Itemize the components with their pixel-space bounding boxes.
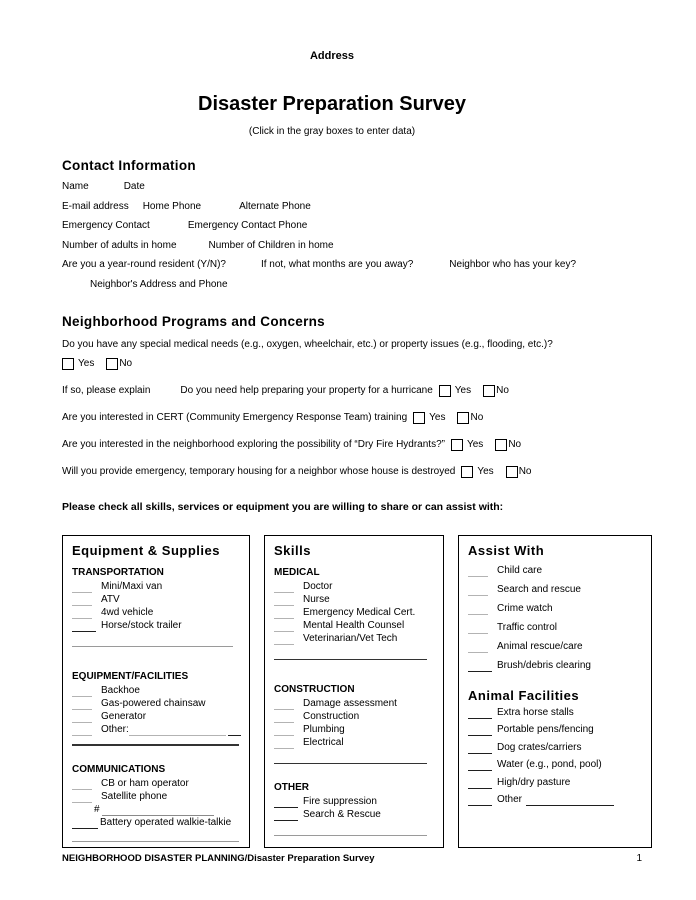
contact-row-residency (62, 259, 652, 270)
item-label: Child care (497, 564, 543, 576)
date-label: Date (123, 181, 145, 192)
input-blank[interactable] (72, 711, 92, 723)
input-blank (72, 620, 96, 632)
address-label: Address (309, 50, 355, 62)
item-label: Electrical (303, 736, 344, 748)
item-label: Animal rescue/care (497, 640, 583, 652)
q3-yes-label: Yes (429, 412, 446, 424)
input-blank[interactable] (72, 594, 92, 606)
children-in-home-label: Number of Children in home (208, 239, 334, 251)
checklist-item (468, 777, 643, 789)
separator-line (72, 645, 233, 647)
item-label: Dog crates/carriers (497, 741, 582, 753)
item-label: Horse/stock trailer (101, 619, 182, 631)
item-label: Crime watch (497, 602, 553, 614)
contact-row-email-phones (62, 201, 652, 212)
checklist-item (468, 707, 643, 719)
adults-in-home-label: Number of adults in home (62, 239, 177, 251)
item-label: Traffic control (497, 621, 558, 633)
question-temporary-housing (62, 466, 652, 478)
checklist-item (468, 584, 643, 596)
checklist-item (274, 737, 435, 749)
email-label: E-mail address (62, 200, 129, 212)
input-blank[interactable] (72, 778, 92, 790)
q4-yes-label: Yes (466, 439, 484, 451)
q1-no-checkbox[interactable] (106, 358, 118, 370)
question-temporary-housing-text: Will you provide emergency, temporary housing for a neighbor whose house is destroyed (62, 466, 456, 478)
q1-yes-label: Yes (78, 358, 95, 370)
checklist-item (72, 594, 241, 606)
item-label: High/dry pasture (497, 776, 571, 788)
item-label: Mental Health Counsel (303, 619, 405, 631)
separator-line (274, 834, 427, 836)
item-label: Nurse (303, 593, 330, 605)
input-blank (468, 759, 492, 771)
separator-line (274, 762, 427, 764)
instructions-note: (Click in the gray boxes to enter data) (248, 126, 416, 137)
item-label: Veterinarian/Vet Tech (303, 632, 398, 644)
phone-number-row (94, 804, 241, 816)
item-label: ATV (101, 593, 120, 605)
page-number: 1 (636, 853, 642, 864)
checklist-item (468, 660, 643, 672)
checklist-item (468, 622, 643, 634)
input-blank (468, 707, 492, 719)
q4-no-checkbox[interactable] (495, 439, 507, 451)
question-medical-needs-options (62, 358, 652, 370)
input-blank[interactable] (274, 594, 294, 606)
year-round-resident-label: Are you a year-round resident (Y/N)? (62, 259, 226, 271)
assist-with-title: Assist With (468, 542, 545, 558)
question-medical-needs-text: Do you have any special medical needs (e.g., oxygen, wheelchair, etc.) or property issues (e.g., flooding, etc.)? (62, 338, 553, 350)
q5-yes-checkbox[interactable] (461, 466, 473, 478)
input-blank[interactable] (468, 622, 488, 634)
input-blank (468, 777, 492, 789)
q3-yes-checkbox[interactable] (413, 412, 425, 424)
communications-heading: COMMUNICATIONS (72, 763, 166, 775)
input-blank (468, 794, 492, 806)
checklist-item (274, 594, 435, 606)
item-label: Brush/debris clearing (497, 659, 591, 671)
input-blank (468, 742, 492, 754)
checklist-item (72, 581, 241, 593)
q1-yes-checkbox[interactable] (62, 358, 74, 370)
number-sign-label: # (94, 803, 100, 815)
item-label: Construction (303, 710, 360, 722)
contact-information-heading: Contact Information (62, 158, 196, 173)
q3-no-checkbox[interactable] (457, 412, 469, 424)
q4-no-label: No (508, 439, 522, 451)
transportation-heading: TRANSPORTATION (72, 566, 164, 578)
input-blank (72, 817, 98, 829)
checklist-item (72, 607, 241, 619)
question-medical-needs (62, 339, 652, 350)
item-label: Backhoe (101, 684, 140, 696)
input-blank[interactable] (274, 620, 294, 632)
checklist-item (468, 565, 643, 577)
checklist-item (274, 581, 435, 593)
input-blank[interactable] (468, 603, 488, 615)
q3-no-label: No (470, 412, 484, 424)
checklist-item (274, 698, 435, 710)
checklist-item (72, 620, 241, 632)
separator-line (274, 658, 427, 660)
checklist-item-other (468, 794, 643, 806)
item-label: Mini/Maxi van (101, 580, 163, 592)
item-label: Satellite phone (101, 790, 168, 802)
input-blank (274, 809, 298, 821)
q2-yes-label: Yes (454, 385, 472, 397)
separator-line (72, 840, 239, 842)
input-blank[interactable] (274, 607, 294, 619)
contact-row-household (62, 240, 652, 251)
item-label: Generator (101, 710, 147, 722)
checklist-item (468, 603, 643, 615)
checklist-item (468, 759, 643, 771)
other-label: Other (497, 794, 523, 806)
other-fill-line[interactable] (526, 795, 614, 806)
checklist-item (72, 698, 241, 710)
question-dry-fire-hydrants (62, 439, 652, 451)
item-label: Extra horse stalls (497, 706, 574, 718)
input-blank[interactable] (72, 685, 92, 697)
alternate-phone-label: Alternate Phone (239, 200, 311, 212)
input-blank[interactable] (274, 698, 294, 710)
neighborhood-programs-heading: Neighborhood Programs and Concerns (62, 313, 325, 329)
checklist-item (72, 791, 241, 803)
emergency-contact-phone-label: Emergency Contact Phone (187, 220, 308, 232)
item-label: Portable pens/fencing (497, 724, 594, 736)
checklist-item-other (72, 724, 241, 736)
input-blank[interactable] (274, 724, 294, 736)
checklist-item (72, 711, 241, 723)
q2-no-label: No (496, 385, 509, 397)
question-hurricane-help (62, 385, 652, 397)
footer-title: NEIGHBORHOOD DISASTER PLANNING/Disaster Preparation Survey (62, 853, 375, 864)
equipment-facilities-heading: EQUIPMENT/FACILITIES (72, 670, 189, 682)
q1-no-label: No (119, 358, 133, 370)
page-footer (62, 853, 642, 864)
other-fill-line[interactable] (129, 725, 226, 736)
equipment-supplies-title: Equipment & Supplies (72, 542, 220, 558)
item-label: 4wd vehicle (101, 606, 154, 618)
equipment-supplies-box (62, 535, 250, 848)
input-blank[interactable] (72, 581, 92, 593)
other-skills-heading: OTHER (274, 781, 309, 793)
page-title: Disaster Preparation Survey (198, 93, 466, 115)
checklist-item (274, 711, 435, 723)
input-blank[interactable] (72, 791, 92, 803)
question-cert-training (62, 412, 652, 424)
checklist-item (274, 633, 435, 645)
checklist-item (274, 809, 435, 821)
input-blank (468, 724, 492, 736)
input-blank[interactable] (72, 607, 92, 619)
q5-no-checkbox[interactable] (506, 466, 518, 478)
neighbor-address-label: Neighbor's Address and Phone (90, 278, 228, 290)
animal-facilities-title: Animal Facilities (468, 687, 580, 703)
contact-row-neighbor-address (62, 279, 652, 290)
item-label: Fire suppression (303, 795, 377, 807)
separator-line (72, 743, 239, 746)
item-label: Plumbing (303, 723, 345, 735)
item-label: Damage assessment (303, 697, 397, 709)
checklist-item (72, 685, 241, 697)
input-blank[interactable] (274, 711, 294, 723)
checklist-item (468, 742, 643, 754)
input-blank[interactable] (468, 584, 488, 596)
input-blank[interactable] (72, 724, 92, 736)
input-blank[interactable] (274, 633, 294, 645)
input-blank[interactable] (274, 737, 294, 749)
input-blank (274, 796, 298, 808)
name-label: Name (62, 181, 89, 192)
checklist-item (468, 724, 643, 736)
item-label: Doctor (303, 580, 333, 592)
emergency-contact-label: Emergency Contact (62, 220, 150, 232)
item-label: Search and rescue (497, 583, 581, 595)
input-blank (468, 660, 492, 672)
item-label: Gas-powered chainsaw (101, 697, 206, 709)
question-cert-training-text: Are you interested in CERT (Community Emergency Response Team) training (62, 412, 408, 424)
q2-no-checkbox[interactable] (483, 385, 495, 397)
item-label: Water (e.g., pond, pool) (497, 759, 602, 771)
home-phone-label: Home Phone (142, 200, 202, 212)
neighbor-key-label: Neighbor who has your key? (449, 259, 577, 271)
input-blank[interactable] (274, 581, 294, 593)
checklist-item (72, 817, 241, 829)
checklist-columns (62, 535, 652, 848)
item-label: Emergency Medical Cert. (303, 606, 416, 618)
assist-with-box (458, 535, 652, 848)
question-hurricane-help-text: Do you need help preparing your property for a hurricane (180, 385, 433, 397)
medical-heading: MEDICAL (274, 566, 320, 578)
checklist-item (274, 620, 435, 632)
phone-number-fill-line[interactable] (102, 805, 214, 816)
q4-yes-checkbox[interactable] (451, 439, 463, 451)
if-so-explain-label: If so, please explain (62, 385, 151, 397)
construction-heading: CONSTRUCTION (274, 683, 355, 695)
checklist-item (274, 724, 435, 736)
item-label: Battery operated walkie-talkie (100, 816, 232, 828)
please-check-instruction: Please check all skills, services or equipment you are willing to share or can assist with: (62, 500, 504, 513)
checklist-item (274, 607, 435, 619)
item-label: Search & Rescue (303, 808, 381, 820)
months-away-label: If not, what months are you away? (260, 259, 414, 271)
other-label: Other: (101, 723, 129, 735)
checklist-item (274, 796, 435, 808)
question-dry-fire-hydrants-text: Are you interested in the neighborhood exploring the possibility of “Dry Fire Hydrants?” (62, 439, 445, 451)
q2-yes-checkbox[interactable] (439, 385, 451, 397)
q5-no-label: No (518, 466, 532, 478)
input-blank[interactable] (468, 565, 488, 577)
checklist-item (468, 641, 643, 653)
item-label: CB or ham operator (101, 777, 189, 789)
contact-row-emergency (62, 220, 652, 231)
input-blank[interactable] (468, 641, 488, 653)
contact-row-name-date (62, 181, 652, 192)
checklist-item (72, 778, 241, 790)
skills-box (264, 535, 444, 848)
other-end-dash (228, 725, 241, 736)
input-blank[interactable] (72, 698, 92, 710)
skills-title: Skills (274, 542, 311, 558)
q5-yes-label: Yes (477, 466, 494, 478)
